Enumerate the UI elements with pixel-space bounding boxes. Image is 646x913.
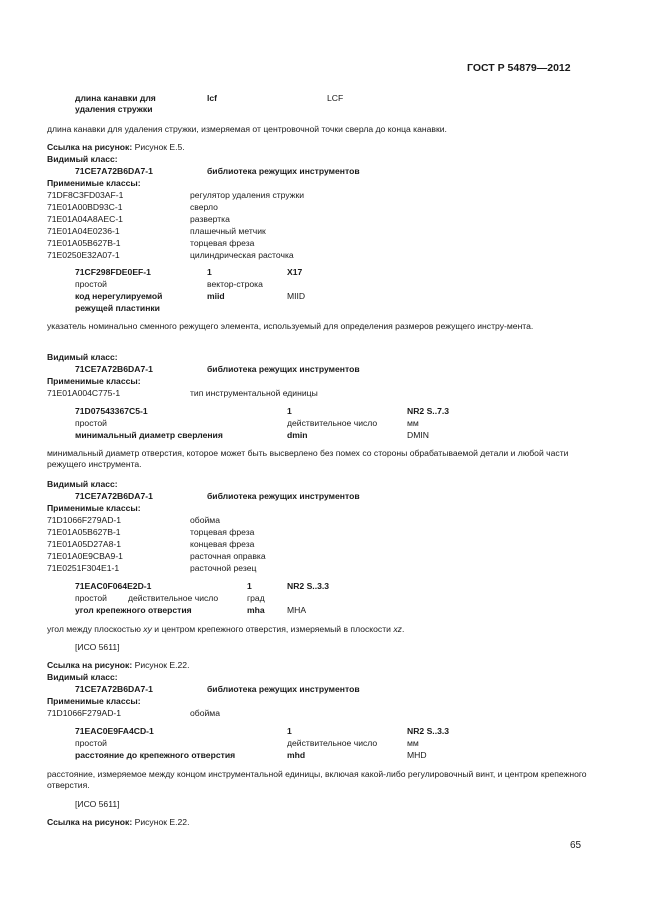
- class-name: сверло: [190, 202, 218, 212]
- visible-class-label: Видимый класс:: [47, 672, 118, 682]
- applicable-classes-label: Применимые классы:: [47, 503, 141, 513]
- property-unit: мм: [407, 738, 419, 748]
- property-name: расстояние до крепежного отверстия: [75, 750, 236, 760]
- property-definition: минимальный диаметр отверстия, которое может быть высверлено без помех со стороны обрабатываемой детали и любой части режущего инструмента.: [47, 448, 569, 469]
- property-type: простой: [75, 279, 107, 289]
- property-id: 71EAC0F064E2D-1: [75, 581, 152, 591]
- property-format: NR2 S..3.3: [407, 726, 450, 736]
- applicable-classes-label: Применимые классы:: [47, 696, 141, 706]
- property-unit: мм: [407, 418, 419, 428]
- property-cardinality: 1: [207, 267, 212, 277]
- class-name: расточной резец: [190, 563, 257, 573]
- library-code: 71CE7A72B6DA7-1: [75, 364, 153, 374]
- library-code: 71CE7A72B6DA7-1: [75, 684, 153, 694]
- property-cardinality: 1: [247, 581, 252, 591]
- applicable-classes-label: Применимые классы:: [47, 178, 141, 188]
- property-code: MHA: [287, 605, 307, 615]
- property-definition: расстояние, измеряемое между концом инструментальной единицы, включая какой-либо регулировочный винт, и центром крепежного отверстия.: [47, 769, 587, 790]
- iso-reference: [ИСО 5611]: [75, 642, 120, 652]
- class-name: развертка: [190, 214, 230, 224]
- class-code: 71E01A0E9CBA9-1: [47, 551, 123, 561]
- figure-reference: Ссылка на рисунок: Рисунок Е.5.: [47, 142, 185, 152]
- class-name: торцевая фреза: [190, 238, 255, 248]
- page-number: 65: [570, 840, 582, 851]
- property-name: удаления стружки: [75, 104, 153, 114]
- property-definition: угол между плоскостью xy и центром крепежного отверстия, измеряемый в плоскости xz.: [47, 624, 405, 634]
- class-code: 71E01A05B627B-1: [47, 527, 121, 537]
- property-datatype: действительное число: [287, 738, 378, 748]
- library-name: библиотека режущих инструментов: [207, 364, 360, 374]
- visible-class-label: Видимый класс:: [47, 352, 118, 362]
- property-code: DMIN: [407, 430, 429, 440]
- class-code: 71E01A00BD93C-1: [47, 202, 123, 212]
- class-name: плашечный метчик: [190, 226, 266, 236]
- applicable-classes-label: Применимые классы:: [47, 376, 141, 386]
- property-type: простой: [75, 418, 107, 428]
- property-definition: указатель номинально сменного режущего элемента, используемый для определения размеров режущего инстру-мента.: [47, 321, 534, 331]
- property-type: простой: [75, 738, 107, 748]
- property-name: длина канавки для: [75, 93, 156, 103]
- property-id: 71CF298FDE0EF-1: [75, 267, 151, 277]
- class-name: концевая фреза: [190, 539, 255, 549]
- library-name: библиотека режущих инструментов: [207, 684, 360, 694]
- property-format: X17: [287, 267, 303, 277]
- property-cardinality: 1: [287, 726, 292, 736]
- visible-class-label: Видимый класс:: [47, 154, 118, 164]
- class-code: 71E01A04A8AEC-1: [47, 214, 123, 224]
- property-type: простой: [75, 593, 107, 603]
- iso-reference: [ИСО 5611]: [75, 799, 120, 809]
- library-code: 71CE7A72B6DA7-1: [75, 491, 153, 501]
- property-id: 71D07543367C5-1: [75, 406, 148, 416]
- figure-reference: Ссылка на рисунок: Рисунок Е.22.: [47, 817, 190, 827]
- property-format: NR2 S..3.3: [287, 581, 330, 591]
- property-name: угол крепежного отверстия: [75, 605, 192, 615]
- class-code: 71E01A05B627B-1: [47, 238, 121, 248]
- class-code: 71E01A05D27A8-1: [47, 539, 122, 549]
- property-format: NR2 S..7.3: [407, 406, 450, 416]
- class-name: торцевая фреза: [190, 527, 255, 537]
- class-code: 71E01A004C775-1: [47, 388, 121, 398]
- property-code: MIID: [287, 291, 306, 301]
- class-code: 71DF8C3FD03AF-1: [47, 190, 124, 200]
- library-code: 71CE7A72B6DA7-1: [75, 166, 153, 176]
- class-code: 71E0251F304E1-1: [47, 563, 120, 573]
- property-symbol: mha: [247, 605, 265, 615]
- property-name: режущей пластинки: [75, 303, 160, 313]
- standard-header: ГОСТ Р 54879—2012: [467, 62, 571, 74]
- library-name: библиотека режущих инструментов: [207, 491, 360, 501]
- property-symbol: mhd: [287, 750, 306, 760]
- figure-reference: Ссылка на рисунок: Рисунок Е.22.: [47, 660, 190, 670]
- property-definition: длина канавки для удаления стружки, измеряемая от центровочной точки сверла до конца канавки.: [47, 124, 447, 134]
- class-code: 71D1066F279AD-1: [47, 515, 122, 525]
- property-code: MHD: [407, 750, 427, 760]
- property-symbol: dmin: [287, 430, 308, 440]
- class-name: тип инструментальной единицы: [190, 388, 318, 398]
- property-unit: град: [247, 593, 265, 603]
- class-name: обойма: [190, 515, 220, 525]
- library-name: библиотека режущих инструментов: [207, 166, 360, 176]
- property-id: 71EAC0E9FA4CD-1: [75, 726, 154, 736]
- property-symbol: lcf: [207, 93, 218, 103]
- visible-class-label: Видимый класс:: [47, 479, 118, 489]
- class-name: регулятор удаления стружки: [190, 190, 305, 200]
- class-name: обойма: [190, 708, 220, 718]
- property-name: код нерегулируемой: [75, 291, 163, 301]
- class-code: 71D1066F279AD-1: [47, 708, 122, 718]
- class-name: расточная оправка: [190, 551, 266, 561]
- property-code: LCF: [327, 93, 344, 103]
- class-name: цилиндрическая расточка: [190, 250, 294, 260]
- property-datatype: действительное число: [128, 593, 219, 603]
- property-name: минимальный диаметр сверления: [75, 430, 223, 440]
- class-code: 71E01A04E0236-1: [47, 226, 120, 236]
- property-datatype: действительное число: [287, 418, 378, 428]
- property-cardinality: 1: [287, 406, 292, 416]
- property-symbol: miid: [207, 291, 225, 301]
- class-code: 71E0250E32A07-1: [47, 250, 120, 260]
- property-datatype: вектор-строка: [207, 279, 263, 289]
